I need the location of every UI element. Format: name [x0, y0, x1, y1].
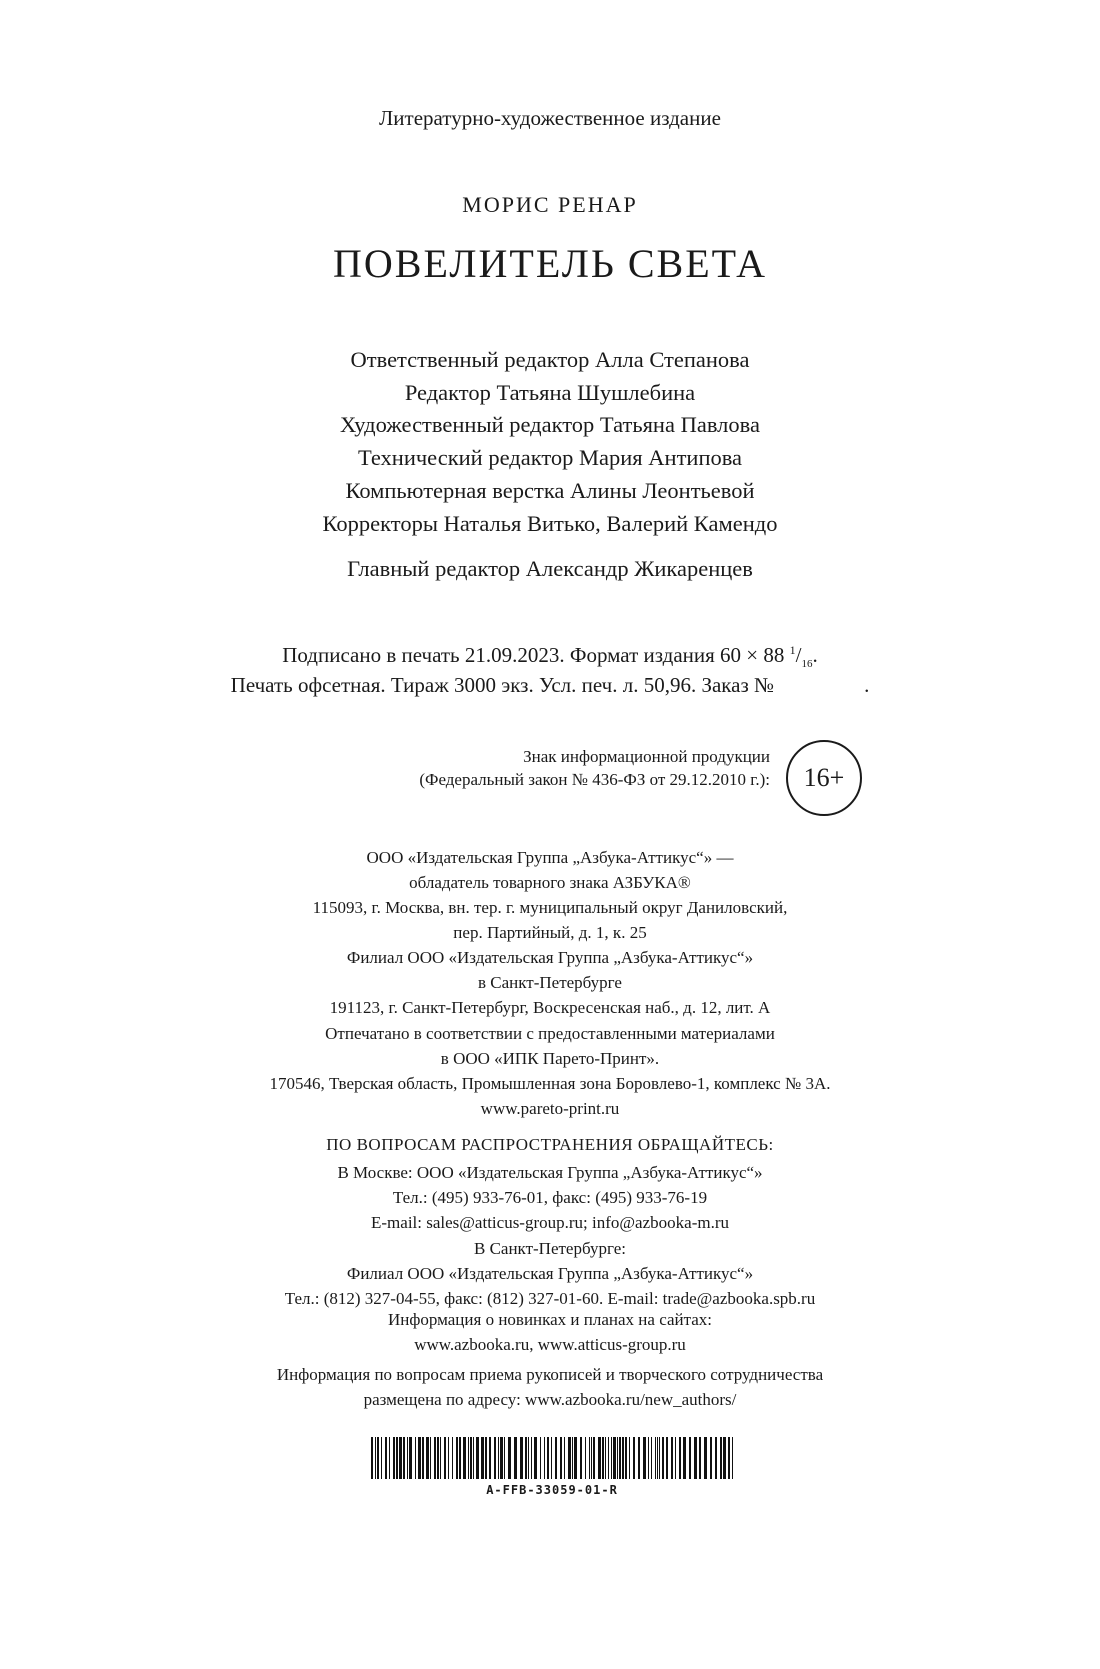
moscow-contacts: [0, 1160, 1100, 1235]
barcode: [371, 1437, 733, 1479]
credit-line: Технический редактор Мария Антипова: [357, 445, 743, 471]
barcode-bar: [485, 1437, 487, 1479]
barcode-bar: [666, 1437, 668, 1479]
branch-line: в Санкт-Петербурге: [478, 973, 622, 992]
barcode-bar: [605, 1437, 606, 1479]
barcode-bar: [629, 1437, 630, 1479]
barcode-bar: [720, 1437, 722, 1479]
publisher-line: ООО «Издательская Группа „Азбука-Аттикус“» —: [366, 848, 734, 867]
barcode-bar: [679, 1437, 681, 1479]
barcode-bar: [426, 1437, 429, 1479]
barcode-bar: [381, 1437, 382, 1479]
staff-credits: [0, 344, 1100, 540]
barcode-bar: [525, 1437, 527, 1479]
format-denominator: 16: [801, 658, 813, 671]
age-rating-badge: [786, 740, 862, 816]
barcode-bar: [723, 1437, 726, 1479]
barcode-bar: [409, 1437, 412, 1479]
barcode-bar: [547, 1437, 549, 1479]
barcode-bar: [375, 1437, 376, 1479]
barcode-bar: [504, 1437, 505, 1479]
publisher-line: 115093, г. Москва, вн. тер. г. муниципальный округ Даниловский,: [312, 898, 788, 917]
barcode-bar: [551, 1437, 552, 1479]
barcode-bar: [648, 1437, 649, 1479]
barcode-bar: [568, 1437, 571, 1479]
print-info-line-1: [0, 643, 1100, 670]
spb-contacts: [0, 1236, 1100, 1311]
barcode-bar: [489, 1437, 491, 1479]
format-slash: /: [795, 643, 802, 667]
barcode-bar: [694, 1437, 697, 1479]
barcode-bar: [371, 1437, 373, 1479]
series-label: Литературно-художественное издание: [379, 106, 721, 130]
barcode-bar: [531, 1437, 532, 1479]
barcode-bar: [508, 1437, 511, 1479]
barcode-bar: [514, 1437, 517, 1479]
printer-block: [0, 1021, 1100, 1121]
barcode-bar: [572, 1437, 573, 1479]
branch-line: 191123, г. Санкт-Петербург, Воскресенская наб., д. 12, лит. А: [329, 998, 771, 1017]
news-info: [0, 1307, 1100, 1357]
manuscripts-line: Информация по вопросам приема рукописей и творческого сотрудничества: [276, 1365, 824, 1384]
barcode-bar: [444, 1437, 446, 1479]
line-end-period: .: [864, 673, 870, 697]
barcode-bar: [560, 1437, 562, 1479]
barcode-bar: [399, 1437, 402, 1479]
barcode-bar: [662, 1437, 664, 1479]
barcode-bar: [602, 1437, 604, 1479]
barcode-bar: [377, 1437, 379, 1479]
barcode-bar: [498, 1437, 499, 1479]
age-label-line: Знак информационной продукции: [523, 747, 770, 766]
barcode-bar: [476, 1437, 479, 1479]
barcode-bar: [625, 1437, 627, 1479]
printer-line: 170546, Тверская область, Промышленная зона Боровлево-1, комплекс № 3А.: [269, 1074, 831, 1093]
barcode-bar: [555, 1437, 557, 1479]
barcode-label: A-FFB-33059-01-R: [486, 1483, 618, 1497]
barcode-bar: [675, 1437, 676, 1479]
barcode-bar: [494, 1437, 496, 1479]
barcode-bar: [732, 1437, 733, 1479]
barcode-bar: [633, 1437, 635, 1479]
credit-line: Художественный редактор Татьяна Павлова: [340, 412, 760, 438]
barcode-bar: [591, 1437, 592, 1479]
credit-line: Корректоры Наталья Витько, Валерий Камендо: [322, 510, 778, 536]
barcode-bar: [580, 1437, 582, 1479]
book-title: ПОВЕЛИТЕЛЬ СВЕТА: [333, 241, 767, 286]
barcode-bar: [659, 1437, 660, 1479]
barcode-bar: [643, 1437, 646, 1479]
barcode-bar: [715, 1437, 717, 1479]
barcode-bar: [622, 1437, 624, 1479]
barcode-bar: [638, 1437, 640, 1479]
age-label-line: (Федеральный закон № 436-ФЗ от 29.12.2010 г.):: [419, 770, 770, 789]
printer-line: www.pareto-print.ru: [480, 1099, 620, 1118]
age-rating-value: 16+: [803, 763, 845, 792]
barcode-bar: [617, 1437, 618, 1479]
barcode-bar: [651, 1437, 652, 1479]
author-name: МОРИС РЕНАР: [462, 192, 638, 217]
barcode-bar: [657, 1437, 658, 1479]
barcode-bar: [534, 1437, 537, 1479]
manuscripts-line: размещена по адресу: www.azbooka.ru/new_authors/: [363, 1390, 737, 1409]
print-signed-format: Подписано в печать 21.09.2023. Формат издания 60 × 88: [282, 643, 785, 667]
barcode-bar: [585, 1437, 586, 1479]
barcode-bar: [393, 1437, 395, 1479]
barcode-bar: [500, 1437, 503, 1479]
barcode-bar: [598, 1437, 601, 1479]
barcode-bar: [468, 1437, 469, 1479]
chief-editor: Главный редактор Александр Жикаренцев: [347, 556, 753, 581]
distribution-heading: ПО ВОПРОСАМ РАСПРОСТРАНЕНИЯ ОБРАЩАЙТЕСЬ:: [326, 1135, 774, 1154]
barcode-bar: [608, 1437, 609, 1479]
barcode-bar: [463, 1437, 466, 1479]
publisher-line: пер. Партийный, д. 1, к. 25: [453, 923, 647, 942]
contact-line: Тел.: (812) 327-04-55, факс: (812) 327-01-60. E-mail: trade@azbooka.spb.ru: [284, 1289, 816, 1308]
contact-line: Филиал ООО «Издательская Группа „Азбука-Аттикус“»: [346, 1264, 754, 1283]
publisher-block: [0, 845, 1100, 945]
barcode-bar: [689, 1437, 691, 1479]
printer-line: в ООО «ИПК Парето-Принт».: [440, 1049, 660, 1068]
barcode-bar: [437, 1437, 439, 1479]
barcode-bar: [683, 1437, 686, 1479]
news-line: Информация о новинках и планах на сайтах:: [387, 1310, 712, 1329]
barcode-bar: [589, 1437, 590, 1479]
age-rating-label: [290, 745, 770, 791]
barcode-bar: [574, 1437, 577, 1479]
barcode-bar: [699, 1437, 701, 1479]
barcode-bar: [481, 1437, 484, 1479]
barcode-bar: [459, 1437, 461, 1479]
barcode-bar: [540, 1437, 541, 1479]
barcode-bar: [593, 1437, 595, 1479]
barcode-bar: [704, 1437, 707, 1479]
barcode-bar: [520, 1437, 523, 1479]
barcode-bar: [710, 1437, 712, 1479]
publisher-line: обладатель товарного знака АЗБУКА®: [409, 873, 691, 892]
barcode-bar: [671, 1437, 673, 1479]
print-info-line-2: [0, 673, 1100, 698]
barcode-bar: [440, 1437, 441, 1479]
format-numerator: 1: [789, 643, 796, 657]
barcode-bar: [655, 1437, 656, 1479]
branch-block: [0, 945, 1100, 1020]
barcode-bar: [407, 1437, 408, 1479]
barcode-bar: [456, 1437, 458, 1479]
contact-line: Тел.: (495) 933-76-01, факс: (495) 933-76-19: [392, 1188, 708, 1207]
barcode-bar: [418, 1437, 421, 1479]
barcode-bar: [564, 1437, 565, 1479]
barcode-bar: [613, 1437, 616, 1479]
barcode-bar: [448, 1437, 449, 1479]
barcode-bar: [619, 1437, 621, 1479]
barcode-bar: [385, 1437, 387, 1479]
barcode-bar: [452, 1437, 453, 1479]
contact-line: В Москве: ООО «Издательская Группа „Азбука-Аттикус“»: [337, 1163, 763, 1182]
barcode-bar: [728, 1437, 730, 1479]
barcode-bar: [544, 1437, 545, 1479]
barcode-bar: [434, 1437, 436, 1479]
printer-line: Отпечатано в соответствии с предоставленными материалами: [325, 1024, 775, 1043]
contact-line: В Санкт-Петербурге:: [473, 1239, 626, 1258]
barcode-bar: [473, 1437, 474, 1479]
barcode-bar: [389, 1437, 390, 1479]
barcode-bar: [611, 1437, 612, 1479]
manuscripts-info: [0, 1362, 1100, 1412]
barcode-bar: [415, 1437, 416, 1479]
barcode-bar: [528, 1437, 529, 1479]
contact-line: E-mail: sales@atticus-group.ru; info@azbooka-m.ru: [371, 1213, 729, 1232]
barcode-bar: [396, 1437, 398, 1479]
barcode-bar: [422, 1437, 424, 1479]
branch-line: Филиал ООО «Издательская Группа „Азбука-Аттикус“»: [346, 948, 754, 967]
barcode-bar: [430, 1437, 431, 1479]
credit-line: Редактор Татьяна Шушлебина: [404, 379, 696, 405]
credit-line: Ответственный редактор Алла Степанова: [350, 347, 750, 372]
print-run-info: Печать офсетная. Тираж 3000 экз. Усл. печ. л. 50,96. Заказ №: [230, 673, 775, 697]
barcode-bar: [470, 1437, 472, 1479]
credit-line: Компьютерная верстка Алины Леонтьевой: [345, 477, 755, 503]
news-line: www.azbooka.ru, www.atticus-group.ru: [414, 1335, 686, 1354]
line-end-period: .: [812, 643, 818, 667]
barcode-bar: [403, 1437, 405, 1479]
